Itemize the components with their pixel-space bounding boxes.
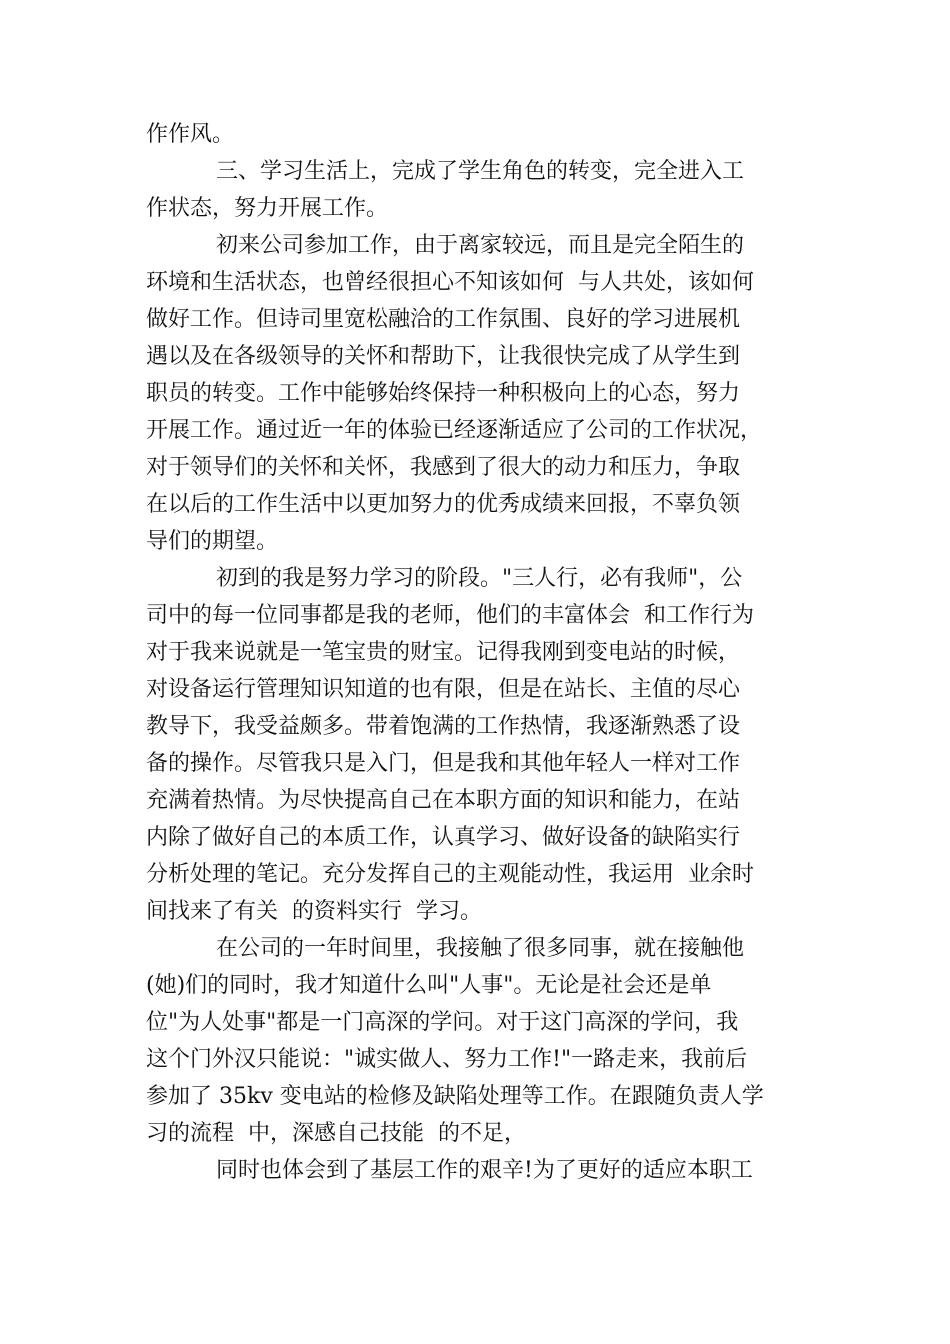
text-line: 初到的我是努力学习的阶段。"三人行，必有我师"，公 [216, 566, 743, 591]
text-line: 对于我来说就是一笔宝贵的财宝。记得我刚到变电站的时候， [146, 640, 741, 665]
text-line: 导们的期望。 [146, 529, 279, 554]
text-line: 充满着热情。为尽快提高自己在本职方面的知识和能力，在站 [146, 788, 741, 813]
text-line: 作状态，努力开展工作。 [146, 196, 389, 221]
text-line: 对于领导们的关怀和关怀，我感到了很大的动力和压力，争取 [146, 455, 741, 480]
text-line: 教导下，我受益颇多。带着饱满的工作热情，我逐渐熟悉了设 [146, 714, 741, 739]
text-line: (她)们的同时，我才知道什么叫"人事"。无论是社会还是单 [146, 973, 712, 998]
text-line: 作作风。 [146, 122, 235, 147]
body-text [146, 116, 806, 1189]
text-line: 参加了 35kv 变电站的检修及缺陷处理等工作。在跟随负责人学 [146, 1084, 764, 1109]
text-line: 同时也体会到了基层工作的艰辛!为了更好的适应本职工 [216, 1158, 753, 1183]
text-line: 环境和生活状态，也曾经很担心不知该如何 与人共处，该如何 [146, 270, 754, 295]
text-line: 做好工作。但诗司里宽松融洽的工作氛围、良好的学习进展机 [146, 307, 741, 332]
text-line: 遇以及在各级领导的关怀和帮助下，让我很快完成了从学生到 [146, 344, 741, 369]
text-line: 内除了做好自己的本质工作，认真学习、做好设备的缺陷实行 [146, 825, 741, 850]
text-line: 备的操作。尽管我只是入门，但是我和其他年轻人一样对工作 [146, 751, 741, 776]
text-line: 这个门外汉只能说："诚实做人、努力工作!"一路走来，我前后 [146, 1047, 748, 1072]
text-line: 职员的转变。工作中能够始终保持一种积极向上的心态，努力 [146, 381, 741, 406]
text-line: 三、学习生活上，完成了学生角色的转变，完全进入工 [216, 159, 745, 184]
text-line: 位"为人处事"都是一门高深的学问。对于这门高深的学问，我 [146, 1010, 739, 1035]
text-line: 司中的每一位同事都是我的老师，他们的丰富体会 和工作行为 [146, 603, 754, 628]
text-line: 开展工作。通过近一年的体验已经逐渐适应了公司的工作状况， [146, 418, 763, 443]
text-line: 对设备运行管理知识知道的也有限，但是在站长、主值的尽心 [146, 677, 741, 702]
text-line: 在公司的一年时间里，我接触了很多同事，就在接触他 [216, 936, 745, 961]
text-line: 在以后的工作生活中以更加努力的优秀成绩来回报，不辜负领 [146, 492, 741, 517]
text-line: 习的流程 中，深感自己技能 的不足， [146, 1121, 526, 1146]
text-line: 分析处理的笔记。充分发挥自己的主观能动性，我运用 业余时 [146, 862, 754, 887]
text-line: 初来公司参加工作，由于离家较远，而且是完全陌生的 [216, 233, 745, 258]
text-line: 间找来了有关 的资料实行 学习。 [146, 899, 482, 924]
